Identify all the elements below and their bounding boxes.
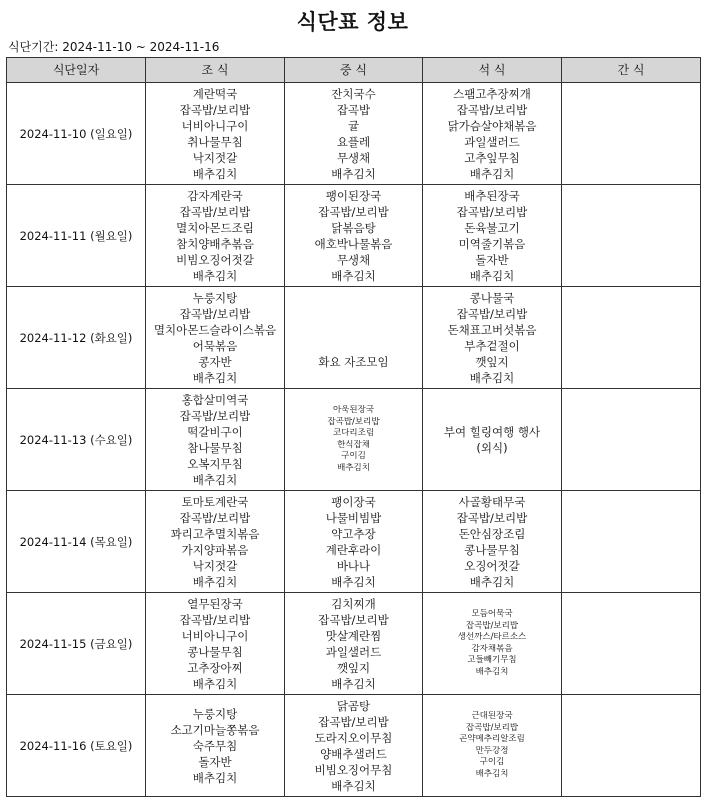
menu-item: 비빔오징어젓갈	[176, 252, 254, 267]
menu-item: 닭곰탕	[336, 698, 371, 713]
menu-item: 배추김치	[475, 768, 509, 779]
menu-item: 배추김치	[331, 268, 376, 283]
snack-cell	[562, 83, 701, 185]
menu-item	[285, 338, 422, 354]
menu-row	[7, 389, 701, 491]
page-title: 식단표 정보	[296, 10, 409, 34]
menu-item: 한식잡채	[337, 439, 370, 450]
menu-item: 곤약메추리알조림	[459, 734, 525, 744]
menu-item: 잡곡밥/보리밥	[456, 204, 528, 219]
menu-item: 귤	[347, 118, 360, 133]
menu-item: 참나물무침	[187, 440, 243, 455]
menu-item: 누룽지탕	[192, 706, 238, 721]
lunch-cell	[285, 185, 423, 287]
menu-item: 배추김치	[192, 268, 238, 283]
menu-item: 잡곡밥/보리밥	[327, 416, 380, 427]
breakfast-cell	[146, 287, 285, 389]
menu-item: 콩나물국	[469, 290, 515, 305]
header-snack: 간 식	[562, 58, 701, 83]
menu-item: 요플레	[336, 134, 371, 149]
menu-item: 콩자반	[198, 354, 232, 369]
menu-item: 돌자반	[198, 754, 232, 769]
menu-item: 잡곡밥/보리밥	[179, 306, 251, 321]
menu-item: 배추김치	[192, 574, 238, 589]
menu-item: 홍합살미역국	[181, 392, 249, 407]
menu-item: 소고기마늘쫑볶음	[170, 722, 260, 737]
menu-item: 잡곡밥/보리밥	[456, 102, 528, 117]
menu-date: 2024-11-11 (월요일)	[7, 185, 146, 287]
menu-item: 오복지무침	[187, 456, 243, 471]
menu-item: 배추김치	[475, 666, 509, 677]
menu-item: 떡갈비구이	[187, 424, 243, 439]
menu-period: 식단기간: 2024-11-10 ~ 2024-11-16	[8, 40, 220, 54]
menu-item: 고추잎무침	[464, 150, 520, 165]
menu-item: 구이김	[479, 757, 505, 767]
menu-item: 생선까스/타르소스	[457, 632, 527, 642]
menu-item: 김치찌개	[331, 596, 376, 611]
menu-item: 무생채	[336, 150, 371, 165]
menu-item: 잡곡밥/보리밥	[456, 306, 528, 321]
menu-item: 약고추장	[331, 526, 376, 541]
menu-item: 깻잎지	[336, 660, 371, 675]
snack-cell	[562, 695, 701, 797]
menu-item: 화요 자조모임	[318, 354, 389, 369]
menu-item: 바나나	[336, 558, 371, 573]
menu-item: 배추김치	[331, 574, 376, 589]
menu-item: 배추김치	[337, 462, 370, 473]
lunch-cell	[285, 593, 423, 695]
menu-item: 잡곡밥/보리밥	[179, 612, 251, 627]
lunch-cell	[285, 287, 423, 389]
menu-item: 숙주무침	[192, 738, 238, 753]
menu-row	[7, 185, 701, 287]
menu-item: 낙지젓갈	[192, 558, 238, 573]
menu-item: 콩나물무침	[464, 542, 520, 557]
dinner-cell	[423, 491, 562, 593]
header-dinner: 석 식	[423, 58, 562, 83]
snack-cell	[562, 593, 701, 695]
menu-item: 잔치국수	[331, 86, 376, 101]
menu-item: 코다리조림	[332, 428, 375, 438]
breakfast-cell	[146, 695, 285, 797]
menu-item: 잡곡밥/보리밥	[179, 408, 251, 423]
menu-item: 멸치아몬드슬라이스볶음	[153, 322, 277, 337]
menu-item: 잡곡밥/보리밥	[456, 510, 528, 525]
menu-item: 나물비빔밥	[325, 510, 382, 525]
snack-cell	[562, 185, 701, 287]
menu-item	[285, 306, 422, 322]
menu-item: 애호박나물볶음	[314, 236, 393, 251]
menu-item: 콩나물무침	[187, 644, 243, 659]
menu-item: 계란떡국	[192, 86, 238, 101]
menu-date: 2024-11-12 (화요일)	[7, 287, 146, 389]
menu-item: 깻잎지	[475, 354, 509, 369]
menu-item: 구이김	[341, 451, 366, 461]
menu-date: 2024-11-15 (금요일)	[7, 593, 146, 695]
menu-item: 배추김치	[469, 370, 515, 385]
dinner-cell	[423, 695, 562, 797]
menu-table	[6, 57, 701, 797]
lunch-cell	[285, 491, 423, 593]
snack-cell	[562, 287, 701, 389]
menu-item: 잡곡밥/보리밥	[179, 102, 251, 117]
menu-item: 미역줄기볶음	[458, 236, 526, 251]
dinner-cell	[423, 185, 562, 287]
menu-item: 누룽지탕	[192, 290, 238, 305]
menu-item: 배추김치	[469, 166, 515, 181]
menu-date: 2024-11-10 (일요일)	[7, 83, 146, 185]
menu-item: 배추김치	[192, 166, 238, 181]
menu-item: 맛살계란찜	[325, 628, 382, 643]
dinner-cell	[423, 287, 562, 389]
menu-item: 토마토계란국	[181, 494, 249, 509]
menu-item: 잡곡밥/보리밥	[318, 612, 389, 627]
menu-item: 배추김치	[192, 770, 238, 785]
menu-date: 2024-11-14 (목요일)	[7, 491, 146, 593]
menu-item: 낙지젓갈	[192, 150, 238, 165]
breakfast-cell	[146, 491, 285, 593]
menu-item: 과일샐러드	[325, 644, 382, 659]
menu-item: 돈채표고버섯볶음	[447, 322, 537, 337]
menu-item	[285, 322, 422, 338]
menu-item: 팽이된장국	[325, 188, 382, 203]
dinner-cell	[423, 83, 562, 185]
menu-item: 배추김치	[469, 574, 515, 589]
menu-item: 돌자반	[475, 252, 509, 267]
menu-item: 잡곡밥/보리밥	[318, 204, 389, 219]
menu-item: 고추장아찌	[187, 660, 243, 675]
menu-row	[7, 491, 701, 593]
menu-item: 부여 힐링여행 행사	[443, 424, 541, 439]
dinner-cell	[423, 593, 562, 695]
menu-item: (외식)	[476, 440, 508, 455]
menu-item: 고들빼기무침	[467, 655, 517, 665]
menu-header-row	[7, 58, 701, 83]
lunch-cell	[285, 83, 423, 185]
menu-item: 너비아니구이	[181, 118, 249, 133]
menu-item: 취나물무침	[187, 134, 243, 149]
breakfast-cell	[146, 389, 285, 491]
menu-row	[7, 83, 701, 185]
menu-date: 2024-11-16 (토요일)	[7, 695, 146, 797]
menu-item: 부추겉절이	[464, 338, 520, 353]
dinner-cell	[423, 389, 562, 491]
menu-item: 꽈리고추멸치볶음	[170, 526, 260, 541]
menu-item: 오징어젓갈	[464, 558, 520, 573]
menu-item: 잡곡밥/보리밥	[465, 722, 519, 733]
menu-item: 닭가슴살야채볶음	[447, 118, 537, 133]
header-lunch: 중 식	[285, 58, 423, 83]
menu-item	[285, 370, 422, 386]
breakfast-cell	[146, 593, 285, 695]
menu-item: 과일샐러드	[464, 134, 520, 149]
menu-item: 잡곡밥	[336, 102, 371, 117]
menu-item: 사골황태무국	[458, 494, 526, 509]
menu-item: 배추김치	[331, 166, 376, 181]
menu-row	[7, 287, 701, 389]
menu-item: 가지양파볶음	[181, 542, 249, 557]
menu-row	[7, 695, 701, 797]
menu-item: 잡곡밥/보리밥	[318, 714, 389, 729]
menu-item	[285, 290, 422, 306]
menu-item: 만두강정	[475, 745, 509, 756]
breakfast-cell	[146, 83, 285, 185]
menu-row	[7, 593, 701, 695]
menu-item: 닭볶음탕	[331, 220, 376, 235]
menu-item: 감자계란국	[187, 188, 243, 203]
header-date: 식단일자	[7, 58, 146, 83]
lunch-cell	[285, 695, 423, 797]
menu-item: 잡곡밥/보리밥	[179, 204, 251, 219]
menu-item: 배추김치	[192, 472, 238, 487]
menu-item: 돈육불고기	[464, 220, 520, 235]
menu-item: 배추김치	[331, 778, 376, 793]
snack-cell	[562, 491, 701, 593]
menu-item: 배추김치	[469, 268, 515, 283]
menu-item: 배추김치	[331, 676, 376, 691]
menu-item: 모듬어묵국	[471, 609, 513, 619]
menu-item: 근대된장국	[471, 711, 513, 721]
snack-cell	[562, 389, 701, 491]
menu-item: 계란후라이	[325, 542, 382, 557]
menu-item: 열무된장국	[187, 596, 243, 611]
menu-item: 양배추샐러드	[320, 746, 387, 761]
menu-item: 어묵볶음	[192, 338, 238, 353]
menu-item: 배추김치	[192, 370, 238, 385]
menu-date: 2024-11-13 (수요일)	[7, 389, 146, 491]
menu-item: 배추된장국	[464, 188, 520, 203]
menu-item: 무생채	[336, 252, 371, 267]
menu-item: 돈안심장조림	[458, 526, 526, 541]
menu-item: 아욱된장국	[332, 405, 375, 415]
menu-body	[7, 83, 701, 797]
header-breakfast: 조 식	[146, 58, 285, 83]
menu-item: 스팸고추장찌개	[453, 86, 531, 101]
breakfast-cell	[146, 185, 285, 287]
menu-item: 비빔오징어무침	[314, 762, 393, 777]
menu-item: 잡곡밥/보리밥	[179, 510, 251, 525]
menu-item: 팽이장국	[331, 494, 376, 509]
menu-item: 너비아니구이	[181, 628, 249, 643]
lunch-cell	[285, 389, 423, 491]
menu-item: 감자채볶음	[471, 643, 513, 654]
menu-item: 도라지오이무침	[314, 730, 393, 745]
menu-item: 참치양배추볶음	[176, 236, 254, 251]
menu-item: 잡곡밥/보리밥	[465, 620, 519, 631]
menu-item: 멸치아몬드조림	[176, 220, 254, 235]
menu-item: 배추김치	[192, 676, 238, 691]
